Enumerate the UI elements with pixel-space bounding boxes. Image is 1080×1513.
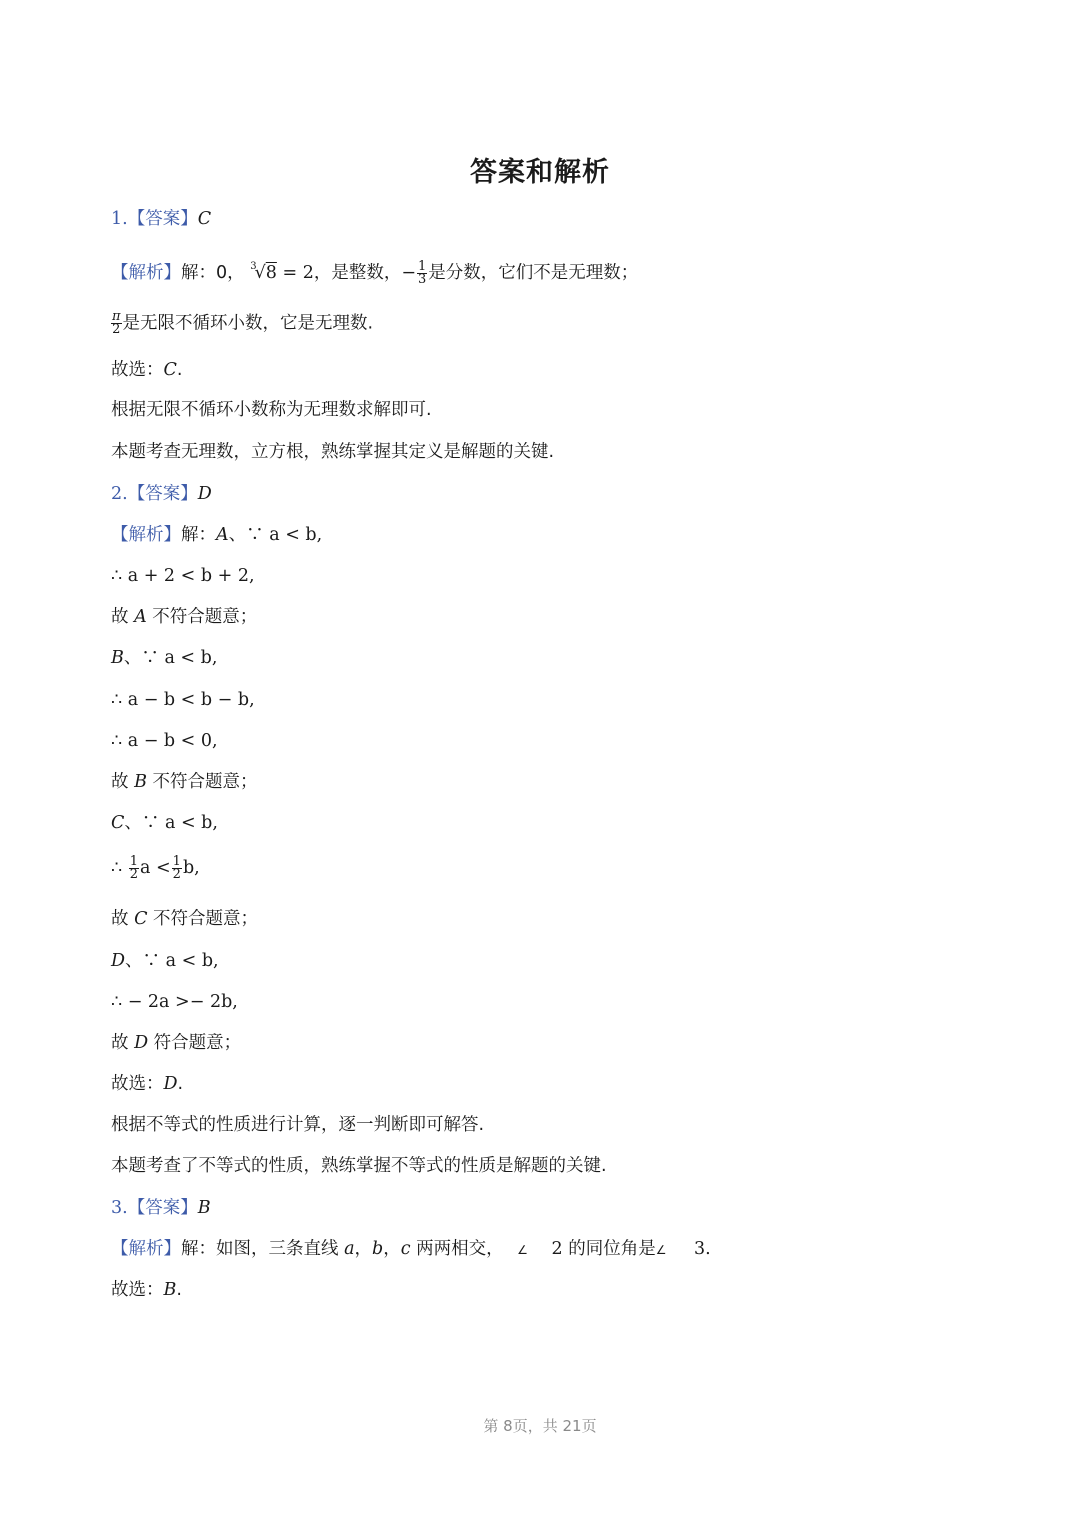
- q2-line-13: 故 D 符合题意；: [111, 1033, 242, 1053]
- root-index: 3: [250, 261, 257, 272]
- q3-answer: B: [197, 1198, 211, 1218]
- page-title: 答案和解析: [470, 157, 610, 188]
- radicand: 8: [265, 263, 277, 283]
- root-value: = 2，是整数，−: [282, 263, 416, 283]
- q1-answer-tag: 【答案】: [127, 209, 198, 229]
- fraction-one-half-b: $\frac{1}{2}$: [172, 854, 181, 882]
- q2-line-8: C、∵ a < b,: [111, 813, 218, 833]
- q3-number: 3.: [111, 1198, 128, 1218]
- q2-line-6: ∴ a − b < 0,: [111, 731, 218, 751]
- q2-method-line: 根据不等式的性质进行计算，逐一判断即可解答.: [111, 1115, 485, 1135]
- q2-line-2: ∴ a + 2 < b + 2,: [111, 566, 255, 586]
- q3-analysis-line-1: 【解析】解：如图，三条直线 a，b，c 两两相交， ∠ 2 的同位角是∠ 3.: [111, 1239, 711, 1259]
- q1-analysis-tag: 【解析】: [111, 263, 181, 283]
- page-footer: 第 8页，共 21页: [483, 1417, 597, 1435]
- q2-analysis-tag: 【解析】: [111, 525, 181, 545]
- q2-answer-tag: 【答案】: [127, 484, 198, 504]
- q2-line-7: 故 B 不符合题意；: [111, 772, 258, 792]
- q1-choice-line: 故选：C.: [111, 360, 183, 380]
- q2-summary-line: 本题考查了不等式的性质，熟练掌握不等式的性质是解题的关键.: [111, 1156, 607, 1176]
- fraction-pi-over-2: $\frac{\pi}{2}$: [112, 309, 121, 337]
- q2-line-3: 故 A 不符合题意；: [111, 607, 258, 627]
- fraction-one-third: $\frac{1}{3}$: [418, 258, 427, 287]
- q2-line-5: ∴ a − b < b − b,: [111, 690, 255, 710]
- angle-icon: ∠: [655, 1243, 667, 1257]
- q3-choice-line: 故选：B.: [111, 1280, 182, 1300]
- q1-number: 1.: [111, 209, 128, 229]
- q2-line-10: 故 C 不符合题意；: [111, 909, 259, 929]
- q2-line-11: D、∵ a < b,: [111, 951, 219, 971]
- q1-answer: C: [197, 209, 212, 229]
- q2-number: 2.: [111, 484, 128, 504]
- q1-summary-line: 本题考查无理数，立方根，熟练掌握其定义是解题的关键.: [111, 442, 555, 462]
- q1-analysis-suffix: 是分数，它们不是无理数；: [428, 263, 639, 283]
- q3-answer-line: [111, 1196, 211, 1220]
- q1-line-2-text: 是无限不循环小数，它是无理数.: [122, 313, 374, 334]
- q2-line-9: ∴ $\frac{1}{2}$ a < $\frac{1}{2}$ b,: [111, 854, 200, 882]
- q1-analysis-line-1: [111, 255, 638, 286]
- cube-root: $^3$√8: [250, 261, 277, 283]
- angle-icon: ∠: [517, 1243, 528, 1257]
- q1-analysis-prefix: 解：0，: [181, 263, 245, 283]
- q2-answer: D: [197, 484, 212, 504]
- q3-answer-tag: 【答案】: [127, 1198, 198, 1218]
- q2-analysis-line-1: 【解析】解：A、∵ a < b,: [111, 525, 323, 545]
- q2-answer-line: [111, 482, 212, 506]
- q1-method-line: 根据无限不循环小数称为无理数求解即可.: [111, 400, 432, 420]
- q3-analysis-tag: 【解析】: [111, 1239, 181, 1259]
- q2-line-4: B、∵ a < b,: [111, 648, 218, 668]
- fraction-one-half-a: $\frac{1}{2}$: [129, 854, 138, 882]
- q1-analysis-line-2: [111, 311, 373, 336]
- q2-choice-line: 故选：D.: [111, 1074, 184, 1094]
- q2-line-12: ∴ − 2a >− 2b,: [111, 992, 238, 1012]
- q1-answer-line: [111, 207, 211, 231]
